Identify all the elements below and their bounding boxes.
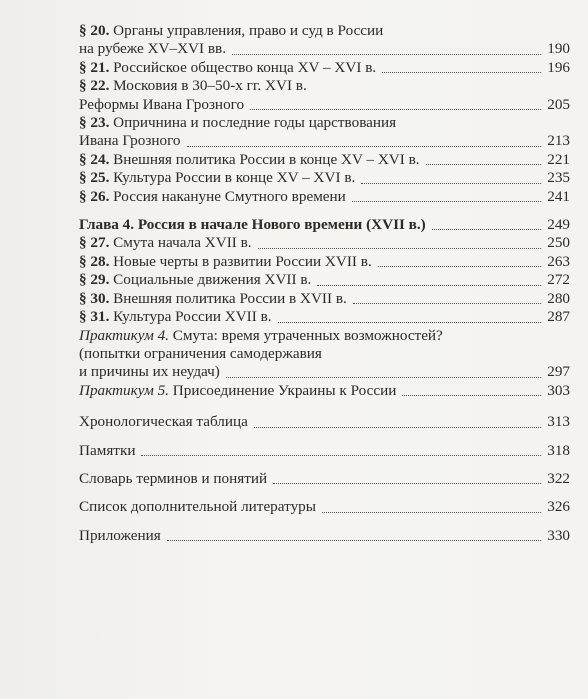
section-number: § 25. (79, 169, 110, 187)
dot-leader (167, 540, 541, 541)
praktikum-label: Практикум 4. (79, 326, 169, 344)
entry-title: Приложения (79, 526, 161, 544)
toc-chronology[interactable] (79, 413, 570, 431)
spacer (79, 400, 570, 413)
toc-entry-23[interactable] (79, 114, 570, 151)
dot-leader (278, 322, 541, 323)
entry-title: Российское общество конца XV – XVI в. (113, 58, 377, 76)
entry-title: Внешняя политика России в XVII в. (113, 289, 347, 307)
page-number: 330 (547, 526, 570, 544)
toc-literature[interactable] (79, 498, 570, 516)
entry-title: Культура России XVII в. (113, 308, 272, 326)
page-number: 297 (547, 363, 570, 381)
toc-entry-26[interactable] (79, 188, 570, 206)
page-number: 190 (547, 40, 570, 58)
section-number: § 21. (79, 58, 110, 76)
dot-leader (361, 183, 541, 184)
dot-leader (378, 266, 541, 267)
dot-leader (250, 109, 541, 110)
dot-leader (432, 229, 541, 230)
page-number: 272 (547, 271, 570, 289)
dot-leader (426, 164, 541, 165)
entry-title-cont: Ивана Грозного (79, 132, 181, 150)
toc-entry-20[interactable] (79, 22, 570, 59)
entry-title: Новые черты в развитии России XVII в. (113, 252, 372, 270)
page-number: 196 (547, 58, 570, 76)
entry-title-cont: Реформы Ивана Грозного (79, 95, 245, 113)
toc-entry-28[interactable] (79, 253, 570, 271)
dot-leader (273, 483, 541, 484)
spacer (79, 432, 570, 442)
toc-entry-30[interactable] (79, 290, 570, 308)
entry-title: Московия в 30–50-х гг. XVI в. (113, 77, 307, 95)
page-number: 303 (547, 381, 570, 399)
entry-title: Россия накануне Смутного времени (113, 187, 346, 205)
entry-title: Смута: время утраченных возможностей? (172, 326, 443, 344)
page-number: 313 (547, 413, 570, 431)
section-number: § 24. (79, 150, 110, 168)
dot-leader (402, 395, 541, 396)
appendix-list (79, 400, 570, 545)
page-number: 213 (547, 132, 570, 150)
section-number: § 23. (79, 114, 110, 132)
page-number: 249 (547, 216, 570, 234)
entry-title: Органы управления, право и суд в России (113, 22, 384, 39)
toc-entry-27[interactable] (79, 234, 570, 252)
entry-title: Словарь терминов и понятий (79, 469, 268, 487)
entry-title: Хронологическая таблица (79, 413, 248, 431)
section-number: § 31. (79, 308, 110, 326)
dot-leader (141, 455, 541, 456)
dot-leader (382, 72, 541, 73)
dot-leader (226, 377, 541, 378)
spacer (79, 488, 570, 498)
dot-leader (254, 427, 541, 428)
dot-leader (187, 146, 541, 147)
spacer (79, 517, 570, 527)
dot-leader (232, 54, 541, 55)
toc-entry-31[interactable] (79, 308, 570, 326)
page-number: 263 (547, 252, 570, 270)
dot-leader (258, 248, 541, 249)
page-number: 221 (547, 150, 570, 168)
page-number: 235 (547, 169, 570, 187)
spacer (79, 206, 570, 216)
toc-entry-22[interactable] (79, 77, 570, 114)
entry-title: Список дополнительной литературы (79, 498, 316, 516)
toc-entry-24[interactable] (79, 151, 570, 169)
section-number: § 26. (79, 187, 110, 205)
entry-title: Опричнина и последние годы царствования (113, 114, 397, 132)
page-number: 318 (547, 441, 570, 459)
dot-leader (317, 285, 541, 286)
entry-title-cont: на рубеже XV–XVI вв. (79, 40, 227, 58)
table-of-contents (79, 22, 570, 545)
section-number: § 28. (79, 252, 110, 270)
section-number: § 30. (79, 289, 110, 307)
toc-chapter-4[interactable] (79, 216, 570, 234)
praktikum-label: Практикум 5. (79, 381, 169, 399)
page-number: 250 (547, 234, 570, 252)
dot-leader (353, 303, 541, 304)
chapter-title: Глава 4. Россия в начале Нового времени (XVII в.) (79, 216, 426, 234)
entry-title: Памятки (79, 441, 136, 459)
dot-leader (352, 201, 541, 202)
entry-title: Социальные движения XVII в. (113, 271, 312, 289)
entry-title-cont: (попытки ограничения самодержавия (79, 344, 322, 362)
section-number: § 27. (79, 234, 110, 252)
dot-leader (322, 512, 541, 513)
entry-title-cont: и причины их неудач) (79, 363, 220, 381)
section-number: § 20. (79, 22, 110, 39)
page-number: 287 (547, 308, 570, 326)
toc-praktikum-5[interactable] (79, 382, 570, 400)
entry-title: Смута начала XVII в. (113, 234, 252, 252)
toc-appendices[interactable] (79, 527, 570, 545)
page-number: 205 (547, 95, 570, 113)
section-number: § 22. (79, 77, 110, 95)
entry-title: Культура России в конце XV – XVI в. (113, 169, 356, 187)
toc-praktikum-4[interactable] (79, 327, 570, 382)
section-number: § 29. (79, 271, 110, 289)
toc-memos[interactable] (79, 442, 570, 460)
entry-title: Присоединение Украины к России (172, 381, 397, 399)
spacer (79, 460, 570, 470)
toc-entry-29[interactable] (79, 271, 570, 289)
page-number: 326 (547, 498, 570, 516)
toc-entry-25[interactable] (79, 169, 570, 187)
page-number: 280 (547, 289, 570, 307)
entry-title: Внешняя политика России в конце XV – XVI в. (113, 150, 420, 168)
toc-glossary[interactable] (79, 470, 570, 488)
toc-entry-21[interactable] (79, 59, 570, 77)
page-number: 241 (547, 187, 570, 205)
page-number: 322 (547, 469, 570, 487)
